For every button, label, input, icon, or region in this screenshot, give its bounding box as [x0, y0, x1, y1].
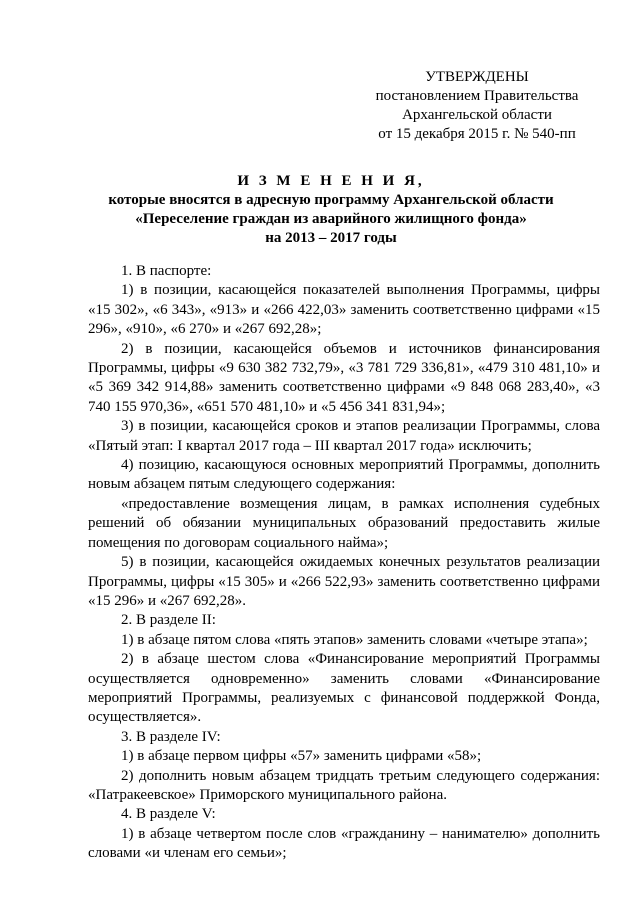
paragraph: 2) дополнить новым абзацем тридцать третьим следующего содержания: «Патракеевское» Приморского муниципального района.: [88, 767, 600, 803]
paragraph: 2) в позиции, касающейся объемов и источников финансирования Программы, цифры «9 630 382 732,79», «3 781 729 336,81», «479 310 481,10» и «5 369 342 914,88» заменить соответственно цифрами «9 848 068 283,40», «3 740 155 970,36», «651 570 481,10» и «5 456 341 831,94»;: [88, 340, 600, 415]
approval-line: Архангельской области: [402, 107, 552, 123]
paragraph: 4) позицию, касающуюся основных мероприятий Программы, дополнить новым абзацем пятым следующего содержания:: [88, 457, 600, 493]
approval-date: от 15 декабря 2015 г. № 540-пп: [378, 126, 576, 142]
section-heading: 2. В разделе II:: [121, 612, 216, 629]
heading-title: И З М Е Н Е Н И Я,: [237, 173, 425, 189]
heading-subtitle: которые вносятся в адресную программу Архангельской области: [108, 192, 554, 208]
approval-line: постановлением Правительства: [375, 88, 579, 104]
paragraph: 5) в позиции, касающейся ожидаемых конечных результатов реализации Программы, цифры «15 305» и «266 522,93» заменить соответственно цифрами «15 296» и «267 692,28».: [88, 554, 600, 609]
approval-block: [362, 68, 592, 144]
heading-years: на 2013 – 2017 годы: [265, 230, 397, 246]
section-heading: 4. В разделе V:: [121, 806, 216, 823]
paragraph: 1) в абзаце пятом слова «пять этапов» заменить словами «четыре этапа»;: [121, 631, 588, 648]
document-heading: [60, 172, 602, 248]
paragraph: 3) в позиции, касающейся сроков и этапов реализации Программы, слова «Пятый этап: I квартал 2017 года – III квартал 2017 года» исключить;: [88, 418, 600, 454]
paragraph: 2) в абзаце шестом слова «Финансирование мероприятий Программы осуществляется одновременно» заменить словами «Финансирование мероприятий Программы, реализуемых с финансовой поддержкой Фонда, осуществляется».: [88, 651, 600, 726]
document-body: [88, 262, 600, 864]
paragraph: 1) в абзаце первом цифры «57» заменить цифрами «58»;: [121, 748, 482, 765]
heading-program-name: «Переселение граждан из аварийного жилищного фонда»: [135, 211, 527, 227]
paragraph: 1) в абзаце четвертом после слов «гражданину – нанимателю» дополнить словами «и членам его семьи»;: [88, 825, 600, 862]
paragraph: 1) в позиции, касающейся показателей выполнения Программы, цифры «15 302», «6 343», «913» и «266 422,03» заменить соответственно цифрами «15 296», «910», «6 270» и «267 692,28»;: [88, 282, 600, 338]
paragraph-quote: «предоставление возмещения лицам, в рамках исполнения судебных решений об обязании муниципальных образований предоставить жилые помещения по договорам социального найма»;: [88, 495, 600, 551]
section-heading: 3. В разделе IV:: [121, 728, 221, 745]
section-heading: 1. В паспорте:: [121, 263, 212, 279]
approval-title: УТВЕРЖДЕНЫ: [425, 69, 529, 85]
